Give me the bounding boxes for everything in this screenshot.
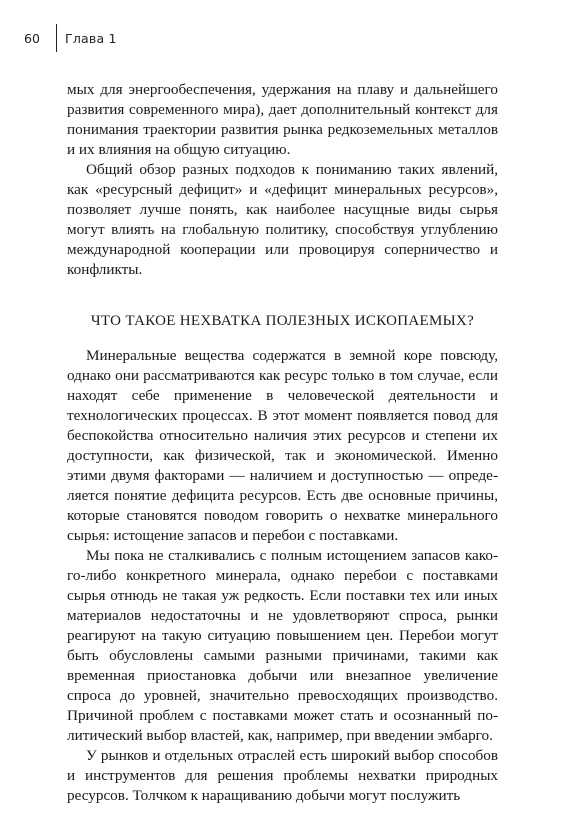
page-body xyxy=(67,80,498,806)
paragraph-continued: мых для энергообеспечения, удержания на плаву и дальнейшего развития современного мира), дает дополнительный контекст для понимания траектории развития рынка редкоземельных металлов и их влияния на общую ситуацию. xyxy=(67,81,498,158)
paragraph: Минеральные вещества содержатся в земной коре повсюду, однако они рассматриваются как ресурс только в том случае, если находят себе применение в человеческой деятельности и технологических процессах. В этот момент появляется повод для беспокойства относительно наличия этих ресурсов и степени их доступности, как физической, так и экономической. Именно этими двумя факторами — наличием и доступностью — определяется понятие дефицита ресурсов. Есть две основные причины, которые становятся поводом говорить о нехватке минерального сырья: истощение запасов и перебои с поставками. xyxy=(67,347,498,544)
paragraph: У рынков и отдельных отраслей есть широкий выбор способов и инструментов для решения проблемы нехватки природных ресурсов. Толчком к наращиванию добычи могут послужить xyxy=(67,747,498,804)
running-head xyxy=(24,24,117,52)
header-divider xyxy=(56,24,57,52)
paragraph: Общий обзор разных подходов к пониманию таких явлений, как «ресурсный дефицит» и «дефицит минеральных ресурсов», позволяет лучше понять, как наиболее насущные виды сырья могут влиять на глобальную политику, способствуя углублению международной кооперации или провоцируя соперничество и конфликты. xyxy=(67,161,498,278)
paragraph: Мы пока не сталкивались с полным истощением запасов какого-либо конкретного минерала, однако перебои с поставками сырья отнюдь не такая уж редкость. Если поставки тех или иных материалов недостаточны и не удовлетворяют спроса, рынки реагируют на такую ситуацию повышением цен. Перебои могут быть обусловлены самыми разными причинами, такими как временная приостановка добычи или внезапное увеличение спроса до уровней, значительно превосходящих производство. Причиной проблем с поставками может стать и осознанный политический выбор властей, как, например, при введении эмбарго. xyxy=(67,547,498,744)
section-heading: ЧТО ТАКОЕ НЕХВАТКА ПОЛЕЗНЫХ ИСКОПАЕМЫХ? xyxy=(90,313,475,329)
chapter-title: Глава 1 xyxy=(65,30,117,46)
page-number: 60 xyxy=(24,30,40,46)
